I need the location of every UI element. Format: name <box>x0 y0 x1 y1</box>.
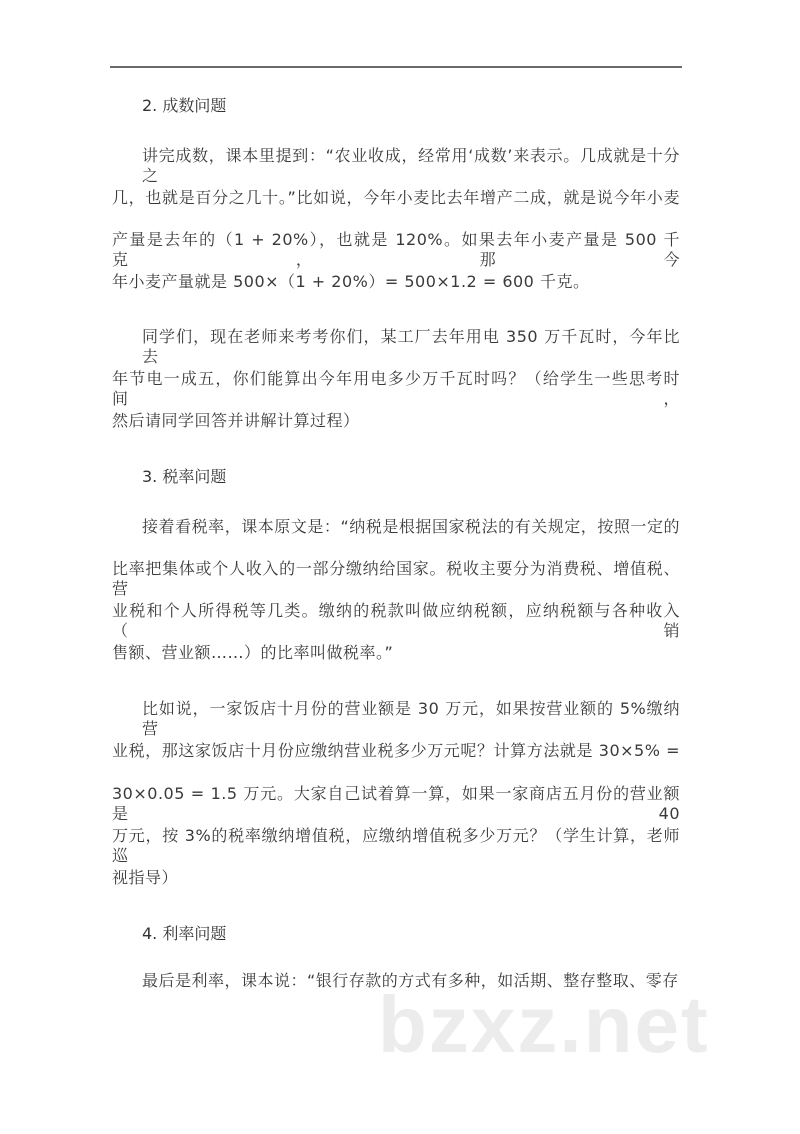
paragraph-line: 讲完成数，课本里提到：“农业收成，经常用‘成数’来表示。几成就是十分之 <box>142 146 680 185</box>
section-heading: 4. 利率问题 <box>142 924 227 943</box>
watermark: bzxz.net <box>378 980 710 1069</box>
section-heading: 2. 成数问题 <box>142 96 227 115</box>
paragraph-line: 同学们，现在老师来考考你们，某工厂去年用电 350 万千瓦时，今年比去 <box>142 327 680 366</box>
paragraph-line: 几，也就是百分之几十。”比如说，今年小麦比去年增产二成，就是说今年小麦 <box>112 188 680 207</box>
paragraph-line: 售额、营业额……）的比率叫做税率。” <box>112 643 394 662</box>
paragraph-line: 比如说，一家饭店十月份的营业额是 30 万元，如果按营业额的 5%缴纳营 <box>142 699 680 738</box>
paragraph-line: 年小麦产量就是 500×（1 + 20%）= 500×1.2 = 600 千克。 <box>112 272 590 291</box>
paragraph-line: 比率把集体或个人收入的一部分缴纳给国家。税收主要分为消费税、增值税、营 <box>112 559 680 598</box>
paragraph-line: 视指导） <box>112 868 179 887</box>
paragraph-line: 接着看税率，课本原文是：“纳税是根据国家税法的有关规定，按照一定的 <box>142 517 680 536</box>
paragraph-line: 30×0.05 = 1.5 万元。大家自己试着算一算，如果一家商店五月份的营业额是 40 <box>112 784 680 823</box>
paragraph-line: 产量是去年的（1 + 20%），也就是 120%。如果去年小麦产量是 500 千克，那今 <box>112 230 680 269</box>
paragraph-line: 业税，那这家饭店十月份应缴纳营业税多少万元呢？计算方法就是 30×5% = <box>112 741 680 760</box>
paragraph-line: 最后是利率，课本说：“银行存款的方式有多种，如活期、整存整取、零存 <box>142 971 679 990</box>
paragraph-line: 万元，按 3%的税率缴纳增值税，应缴纳增值税多少万元？（学生计算，老师巡 <box>112 826 680 865</box>
paragraph-line: 年节电一成五，你们能算出今年用电多少万千瓦时吗？（给学生一些思考时间， <box>112 369 680 408</box>
header-rule <box>110 66 682 68</box>
paragraph-line: 然后请同学回答并讲解计算过程） <box>112 411 360 430</box>
section-heading: 3. 税率问题 <box>142 467 227 486</box>
paragraph-line: 业税和个人所得税等几类。缴纳的税款叫做应纳税额，应纳税额与各种收入（销 <box>112 601 680 640</box>
